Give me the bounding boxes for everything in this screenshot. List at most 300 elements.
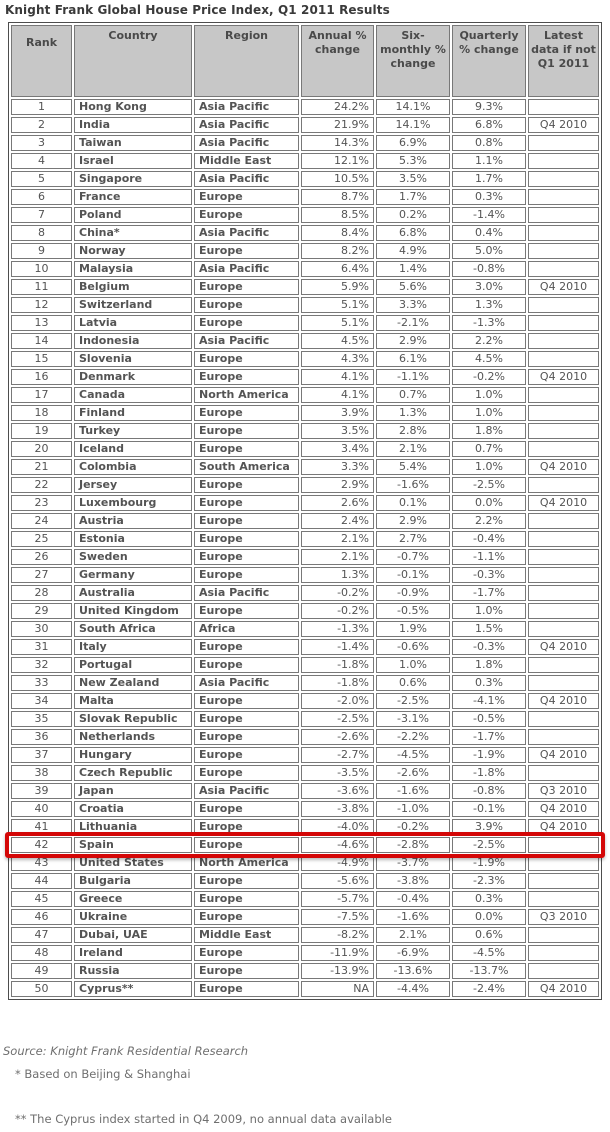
six-monthly-cell: -0.7% <box>376 549 450 565</box>
six-monthly-cell: -2.8% <box>376 837 450 853</box>
six-monthly-cell: -2.5% <box>376 693 450 709</box>
rank-cell: 18 <box>11 405 72 421</box>
quarterly-cell: -1.7% <box>452 729 526 745</box>
rank-cell: 45 <box>11 891 72 907</box>
latest-data-cell: Q3 2010 <box>528 783 599 799</box>
country-cell: Switzerland <box>74 297 192 313</box>
latest-data-cell <box>528 99 599 115</box>
annual-cell: -5.6% <box>301 873 374 889</box>
country-cell: Malaysia <box>74 261 192 277</box>
region-cell: Europe <box>194 963 299 979</box>
six-monthly-cell: 2.7% <box>376 531 450 547</box>
rank-cell: 10 <box>11 261 72 277</box>
quarterly-cell: -4.5% <box>452 945 526 961</box>
rank-cell: 50 <box>11 981 72 997</box>
rank-cell: 9 <box>11 243 72 259</box>
rank-cell: 34 <box>11 693 72 709</box>
latest-data-cell <box>528 207 599 223</box>
rank-cell: 24 <box>11 513 72 529</box>
quarterly-cell: 0.3% <box>452 891 526 907</box>
six-monthly-cell: -1.6% <box>376 909 450 925</box>
table-row <box>11 531 599 547</box>
six-monthly-cell: 5.3% <box>376 153 450 169</box>
region-cell: Middle East <box>194 927 299 943</box>
country-cell: Lithuania <box>74 819 192 835</box>
region-cell: Asia Pacific <box>194 333 299 349</box>
six-monthly-cell: -13.6% <box>376 963 450 979</box>
quarterly-cell: 1.1% <box>452 153 526 169</box>
region-cell: Europe <box>194 405 299 421</box>
table-row <box>11 765 599 781</box>
country-cell: Germany <box>74 567 192 583</box>
latest-data-cell <box>528 621 599 637</box>
annual-cell: -1.8% <box>301 675 374 691</box>
region-cell: North America <box>194 855 299 871</box>
table-row <box>11 153 599 169</box>
latest-data-cell: Q4 2010 <box>528 369 599 385</box>
country-cell: Hungary <box>74 747 192 763</box>
region-cell: Europe <box>194 747 299 763</box>
quarterly-cell: -0.4% <box>452 531 526 547</box>
region-cell: Europe <box>194 423 299 439</box>
header-annual: Annual % change <box>301 25 374 97</box>
quarterly-cell: 3.9% <box>452 819 526 835</box>
quarterly-cell: -1.9% <box>452 855 526 871</box>
rank-cell: 25 <box>11 531 72 547</box>
quarterly-cell: 0.7% <box>452 441 526 457</box>
rank-cell: 32 <box>11 657 72 673</box>
table-row <box>11 441 599 457</box>
six-monthly-cell: -0.5% <box>376 603 450 619</box>
annual-cell: 3.3% <box>301 459 374 475</box>
six-monthly-cell: 14.1% <box>376 117 450 133</box>
table-row <box>11 675 599 691</box>
six-monthly-cell: 1.7% <box>376 189 450 205</box>
header-region: Region <box>194 25 299 97</box>
annual-cell: 3.9% <box>301 405 374 421</box>
table-body <box>11 99 599 997</box>
region-cell: Europe <box>194 765 299 781</box>
country-cell: Hong Kong <box>74 99 192 115</box>
country-cell: Canada <box>74 387 192 403</box>
quarterly-cell: 0.0% <box>452 495 526 511</box>
region-cell: Asia Pacific <box>194 117 299 133</box>
latest-data-cell <box>528 603 599 619</box>
six-monthly-cell: -1.6% <box>376 477 450 493</box>
table-row <box>11 513 599 529</box>
rank-cell: 48 <box>11 945 72 961</box>
country-cell: Singapore <box>74 171 192 187</box>
region-cell: Europe <box>194 693 299 709</box>
latest-data-cell <box>528 837 599 853</box>
latest-data-cell <box>528 297 599 313</box>
quarterly-cell: -1.8% <box>452 765 526 781</box>
quarterly-cell: 2.2% <box>452 513 526 529</box>
six-monthly-cell: -0.1% <box>376 567 450 583</box>
six-monthly-cell: 5.4% <box>376 459 450 475</box>
country-cell: Spain <box>74 837 192 853</box>
six-monthly-cell: -1.0% <box>376 801 450 817</box>
table-row <box>11 945 599 961</box>
table-row <box>11 693 599 709</box>
six-monthly-cell: 6.9% <box>376 135 450 151</box>
quarterly-cell: -0.3% <box>452 639 526 655</box>
annual-cell: 4.3% <box>301 351 374 367</box>
quarterly-cell: 0.3% <box>452 189 526 205</box>
quarterly-cell: 1.0% <box>452 459 526 475</box>
region-cell: Europe <box>194 801 299 817</box>
rank-cell: 3 <box>11 135 72 151</box>
latest-data-cell <box>528 243 599 259</box>
region-cell: Asia Pacific <box>194 171 299 187</box>
region-cell: Europe <box>194 351 299 367</box>
header-country: Country <box>74 25 192 97</box>
latest-data-cell: Q4 2010 <box>528 459 599 475</box>
quarterly-cell: -1.1% <box>452 549 526 565</box>
table-row <box>11 891 599 907</box>
annual-cell: 24.2% <box>301 99 374 115</box>
six-monthly-cell: 0.6% <box>376 675 450 691</box>
table-row <box>11 783 599 799</box>
six-monthly-cell: 4.9% <box>376 243 450 259</box>
rank-cell: 4 <box>11 153 72 169</box>
latest-data-cell <box>528 333 599 349</box>
six-monthly-cell: 1.9% <box>376 621 450 637</box>
table-row <box>11 279 599 295</box>
region-cell: Europe <box>194 837 299 853</box>
table-row <box>11 711 599 727</box>
annual-cell: 4.5% <box>301 333 374 349</box>
annual-cell: -4.0% <box>301 819 374 835</box>
table-row <box>11 729 599 745</box>
six-monthly-cell: -2.2% <box>376 729 450 745</box>
country-cell: Luxembourg <box>74 495 192 511</box>
annual-cell: 4.1% <box>301 369 374 385</box>
table-row <box>11 567 599 583</box>
country-cell: Israel <box>74 153 192 169</box>
latest-data-cell <box>528 927 599 943</box>
annual-cell: NA <box>301 981 374 997</box>
region-cell: Asia Pacific <box>194 585 299 601</box>
annual-cell: -2.5% <box>301 711 374 727</box>
header-rank: Rank <box>11 25 72 97</box>
annual-cell: -1.3% <box>301 621 374 637</box>
annual-cell: -3.6% <box>301 783 374 799</box>
region-cell: Asia Pacific <box>194 135 299 151</box>
table-row <box>11 405 599 421</box>
latest-data-cell: Q4 2010 <box>528 981 599 997</box>
quarterly-cell: -1.9% <box>452 747 526 763</box>
annual-cell: -7.5% <box>301 909 374 925</box>
region-cell: South America <box>194 459 299 475</box>
quarterly-cell: -2.4% <box>452 981 526 997</box>
region-cell: Europe <box>194 369 299 385</box>
six-monthly-cell: 14.1% <box>376 99 450 115</box>
rank-cell: 38 <box>11 765 72 781</box>
source-line: Source: Knight Frank Residential Research <box>3 1044 249 1058</box>
quarterly-cell: -2.5% <box>452 477 526 493</box>
rank-cell: 41 <box>11 819 72 835</box>
annual-cell: -1.8% <box>301 657 374 673</box>
country-cell: India <box>74 117 192 133</box>
annual-cell: 12.1% <box>301 153 374 169</box>
rank-cell: 17 <box>11 387 72 403</box>
six-monthly-cell: 2.1% <box>376 927 450 943</box>
rank-cell: 7 <box>11 207 72 223</box>
annual-cell: 8.2% <box>301 243 374 259</box>
quarterly-cell: -1.4% <box>452 207 526 223</box>
quarterly-cell: -2.3% <box>452 873 526 889</box>
quarterly-cell: 1.5% <box>452 621 526 637</box>
rank-cell: 47 <box>11 927 72 943</box>
country-cell: Sweden <box>74 549 192 565</box>
quarterly-cell: 0.6% <box>452 927 526 943</box>
country-cell: Indonesia <box>74 333 192 349</box>
country-cell: South Africa <box>74 621 192 637</box>
quarterly-cell: 1.8% <box>452 423 526 439</box>
header-six-monthly: Six-monthly % change <box>376 25 450 97</box>
country-cell: France <box>74 189 192 205</box>
table-row <box>11 135 599 151</box>
annual-cell: 5.9% <box>301 279 374 295</box>
latest-data-cell <box>528 711 599 727</box>
quarterly-cell: 1.8% <box>452 657 526 673</box>
latest-data-cell <box>528 963 599 979</box>
rank-cell: 35 <box>11 711 72 727</box>
latest-data-cell <box>528 261 599 277</box>
country-cell: Slovenia <box>74 351 192 367</box>
latest-data-cell <box>528 855 599 871</box>
region-cell: Europe <box>194 549 299 565</box>
annual-cell: 2.9% <box>301 477 374 493</box>
country-cell: Portugal <box>74 657 192 673</box>
page-title: Knight Frank Global House Price Index, Q1 2011 Results <box>5 3 390 17</box>
region-cell: Middle East <box>194 153 299 169</box>
table-row <box>11 549 599 565</box>
table-row <box>11 369 599 385</box>
latest-data-cell <box>528 513 599 529</box>
annual-cell: -2.6% <box>301 729 374 745</box>
rank-cell: 29 <box>11 603 72 619</box>
region-cell: Europe <box>194 873 299 889</box>
region-cell: Europe <box>194 819 299 835</box>
table-row <box>11 477 599 493</box>
six-monthly-cell: -4.4% <box>376 981 450 997</box>
country-cell: Netherlands <box>74 729 192 745</box>
rank-cell: 19 <box>11 423 72 439</box>
table-row <box>11 603 599 619</box>
country-cell: Cyprus** <box>74 981 192 997</box>
cyprus-note: ** The Cyprus index started in Q4 2009, no annual data available <box>15 1112 392 1126</box>
country-cell: Slovak Republic <box>74 711 192 727</box>
region-cell: Asia Pacific <box>194 675 299 691</box>
annual-cell: 5.1% <box>301 315 374 331</box>
rank-cell: 14 <box>11 333 72 349</box>
rank-cell: 30 <box>11 621 72 637</box>
header-quarterly: Quarterly % change <box>452 25 526 97</box>
quarterly-cell: 0.3% <box>452 675 526 691</box>
country-cell: China* <box>74 225 192 241</box>
region-cell: Europe <box>194 603 299 619</box>
latest-data-cell <box>528 477 599 493</box>
latest-data-cell: Q4 2010 <box>528 117 599 133</box>
table-row <box>11 423 599 439</box>
quarterly-cell: -0.3% <box>452 567 526 583</box>
six-monthly-cell: 3.3% <box>376 297 450 313</box>
table-row <box>11 981 599 997</box>
six-monthly-cell: -0.2% <box>376 819 450 835</box>
quarterly-cell: 9.3% <box>452 99 526 115</box>
rank-cell: 8 <box>11 225 72 241</box>
country-cell: Denmark <box>74 369 192 385</box>
quarterly-cell: 6.8% <box>452 117 526 133</box>
table-row <box>11 873 599 889</box>
six-monthly-cell: 2.9% <box>376 513 450 529</box>
country-cell: Poland <box>74 207 192 223</box>
rank-cell: 37 <box>11 747 72 763</box>
rank-cell: 15 <box>11 351 72 367</box>
six-monthly-cell: -0.4% <box>376 891 450 907</box>
six-monthly-cell: -1.1% <box>376 369 450 385</box>
rank-cell: 11 <box>11 279 72 295</box>
country-cell: Ireland <box>74 945 192 961</box>
quarterly-cell: -0.5% <box>452 711 526 727</box>
quarterly-cell: -13.7% <box>452 963 526 979</box>
country-cell: Colombia <box>74 459 192 475</box>
rank-cell: 22 <box>11 477 72 493</box>
rank-cell: 13 <box>11 315 72 331</box>
latest-data-cell: Q4 2010 <box>528 747 599 763</box>
latest-data-cell <box>528 153 599 169</box>
quarterly-cell: -4.1% <box>452 693 526 709</box>
table-row <box>11 297 599 313</box>
six-monthly-cell: 1.0% <box>376 657 450 673</box>
rank-cell: 12 <box>11 297 72 313</box>
region-cell: Europe <box>194 567 299 583</box>
six-monthly-cell: 2.9% <box>376 333 450 349</box>
six-monthly-cell: 6.8% <box>376 225 450 241</box>
annual-cell: 2.6% <box>301 495 374 511</box>
latest-data-cell <box>528 675 599 691</box>
country-cell: Finland <box>74 405 192 421</box>
annual-cell: 1.3% <box>301 567 374 583</box>
country-cell: Belgium <box>74 279 192 295</box>
region-cell: Asia Pacific <box>194 261 299 277</box>
annual-cell: 3.4% <box>301 441 374 457</box>
latest-data-cell <box>528 945 599 961</box>
table-row <box>11 747 599 763</box>
annual-cell: 8.7% <box>301 189 374 205</box>
six-monthly-cell: 0.1% <box>376 495 450 511</box>
china-note: * Based on Beijing & Shanghai <box>15 1067 191 1081</box>
table-row <box>11 387 599 403</box>
latest-data-cell <box>528 225 599 241</box>
rank-cell: 28 <box>11 585 72 601</box>
table-row <box>11 585 599 601</box>
latest-data-cell <box>528 441 599 457</box>
annual-cell: 2.4% <box>301 513 374 529</box>
region-cell: Europe <box>194 279 299 295</box>
quarterly-cell: -0.1% <box>452 801 526 817</box>
rank-cell: 16 <box>11 369 72 385</box>
latest-data-cell <box>528 549 599 565</box>
country-cell: Estonia <box>74 531 192 547</box>
region-cell: Europe <box>194 315 299 331</box>
latest-data-cell: Q4 2010 <box>528 819 599 835</box>
country-cell: Australia <box>74 585 192 601</box>
six-monthly-cell: -2.6% <box>376 765 450 781</box>
table-row <box>11 819 599 835</box>
six-monthly-cell: -4.5% <box>376 747 450 763</box>
region-cell: Europe <box>194 909 299 925</box>
table-row <box>11 189 599 205</box>
six-monthly-cell: -0.6% <box>376 639 450 655</box>
house-price-index-table <box>8 22 602 1000</box>
table-row <box>11 927 599 943</box>
annual-cell: -2.0% <box>301 693 374 709</box>
table-row <box>11 207 599 223</box>
rank-cell: 31 <box>11 639 72 655</box>
annual-cell: -1.4% <box>301 639 374 655</box>
latest-data-cell <box>528 891 599 907</box>
annual-cell: 2.1% <box>301 531 374 547</box>
header-latest-data: Latest data if not Q1 2011 <box>528 25 599 97</box>
region-cell: Asia Pacific <box>194 225 299 241</box>
rank-cell: 49 <box>11 963 72 979</box>
latest-data-cell <box>528 189 599 205</box>
six-monthly-cell: 1.3% <box>376 405 450 421</box>
annual-cell: 5.1% <box>301 297 374 313</box>
table-row <box>11 351 599 367</box>
six-monthly-cell: 0.7% <box>376 387 450 403</box>
six-monthly-cell: -6.9% <box>376 945 450 961</box>
quarterly-cell: -0.8% <box>452 261 526 277</box>
latest-data-cell <box>528 729 599 745</box>
quarterly-cell: -1.7% <box>452 585 526 601</box>
rank-cell: 5 <box>11 171 72 187</box>
region-cell: Europe <box>194 189 299 205</box>
latest-data-cell: Q3 2010 <box>528 909 599 925</box>
rank-cell: 27 <box>11 567 72 583</box>
quarterly-cell: 1.7% <box>452 171 526 187</box>
annual-cell: -8.2% <box>301 927 374 943</box>
table-row <box>11 225 599 241</box>
rank-cell: 1 <box>11 99 72 115</box>
rank-cell: 20 <box>11 441 72 457</box>
latest-data-cell <box>528 351 599 367</box>
rank-cell: 33 <box>11 675 72 691</box>
six-monthly-cell: 6.1% <box>376 351 450 367</box>
annual-cell: -13.9% <box>301 963 374 979</box>
quarterly-cell: 4.5% <box>452 351 526 367</box>
table-row <box>11 315 599 331</box>
rank-cell: 6 <box>11 189 72 205</box>
region-cell: Europe <box>194 711 299 727</box>
rank-cell: 26 <box>11 549 72 565</box>
table-row <box>11 909 599 925</box>
latest-data-cell: Q4 2010 <box>528 279 599 295</box>
table-row <box>11 243 599 259</box>
latest-data-cell <box>528 567 599 583</box>
latest-data-cell <box>528 315 599 331</box>
six-monthly-cell: 2.8% <box>376 423 450 439</box>
six-monthly-cell: 3.5% <box>376 171 450 187</box>
annual-cell: -5.7% <box>301 891 374 907</box>
country-cell: Latvia <box>74 315 192 331</box>
annual-cell: -11.9% <box>301 945 374 961</box>
region-cell: Europe <box>194 297 299 313</box>
country-cell: Dubai, UAE <box>74 927 192 943</box>
